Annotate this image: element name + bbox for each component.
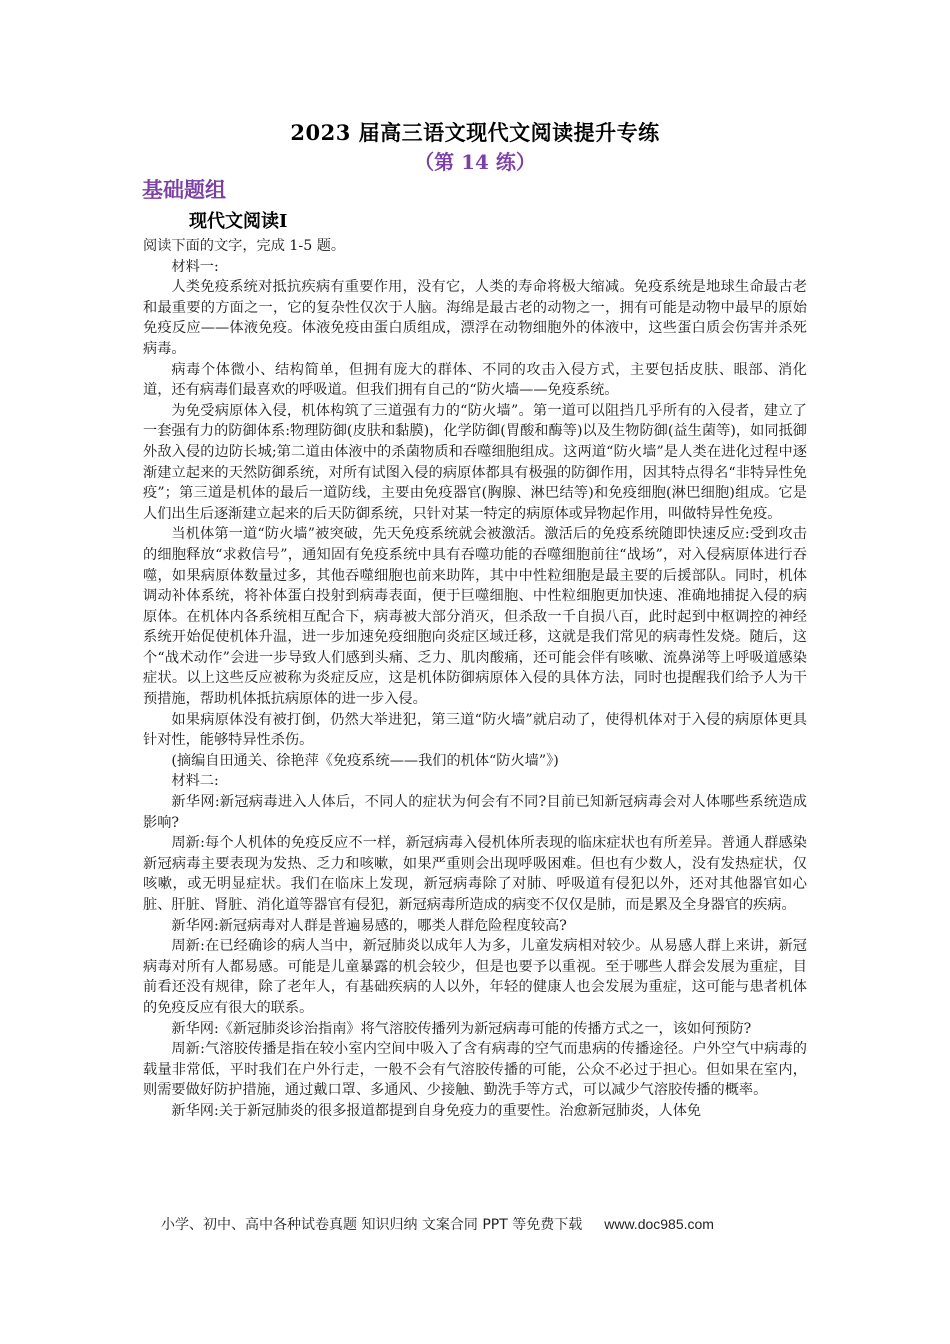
interview-question: 新华网:新冠病毒进入人体后，不同人的症状为何会有不同?目前已知新冠病毒会对人体哪些系统造成影响? <box>143 794 807 831</box>
paragraph: 当机体第一道“防火墙”被突破，先天免疫系统就会被激活。激活后的免疫系统随即快速反应:受到攻击的细胞释放“求救信号”，通知固有免疫系统中具有吞噬功能的吞噬细胞前往“战场”，对入侵病原体进行吞噬，如果病原体数量过多，其他吞噬细胞也前来助阵，其中中性粒细胞是最主要的后援部队。同时，机体调动补体系统，将补体蛋白投射到病毒表面，便于巨噬细胞、中性粒细胞更加快速、准确地捕捉入侵的病原体。在机体内各系统相互配合下，病毒被大部分消灭，但杀敌一千自损八百，此时起到中枢调控的神经系统开始促使机体升温，进一步加速免疫细胞向炎症区域迁移，这就是我们常见的病毒性发烧。随后，这个“战术动作”会进一步导致人们感到头痛、乏力、肌肉酸痛，还可能会伴有咳嗽、流鼻涕等上呼吸道感染症状。以上这些反应被称为炎症反应，这是机体防御病原体入侵的具体方法，同时也提醒我们给予人为干预措施，帮助机体抵抗病原体的进一步入侵。 <box>143 526 807 708</box>
subsection-heading: 现代文阅读Ⅰ <box>189 211 288 232</box>
page-footer <box>161 1214 714 1234</box>
interview-answer: 周新:每个人机体的免疫反应不一样，新冠病毒入侵机体所表现的临床症状也有所差异。普通人群感染新冠病毒主要表现为发热、乏力和咳嗽，如果严重则会出现呼吸困难。但也有少数人，没有发热症状，仅咳嗽，或无明显症状。我们在临床上发现，新冠病毒除了对肺、呼吸道有侵犯以外，还对其他器官如心脏、肝脏、肾脏、消化道等器官有侵犯，新冠病毒所造成的病变不仅仅是肺，而是累及全身器官的疾病。 <box>143 835 807 913</box>
paragraph: 病毒个体微小、结构简单，但拥有庞大的群体、不同的攻击入侵方式，主要包括皮肤、眼部、消化道，还有病毒们最喜欢的呼吸道。但我们拥有自己的“防火墙——免疫系统。 <box>143 361 807 399</box>
article-body <box>143 236 807 1122</box>
interview-question: 新华网:新冠病毒对人群是普遍易感的，哪类人群危险程度较高? <box>171 917 567 934</box>
instruction: 阅读下面的文字，完成 1-5 题。 <box>143 238 346 254</box>
interview-question: 新华网:关于新冠肺炎的很多报道都提到自身免疫力的重要性。治愈新冠肺炎，人体免 <box>171 1102 702 1119</box>
interview-answer: 周新:在已经确诊的病人当中，新冠肺炎以成年人为多，儿童发病相对较少。从易感人群上来讲，新冠病毒对所有人都易感。可能是儿童暴露的机会较少，但是也要予以重视。至于哪些人群会发展为重症，目前看还没有规律，除了老年人，有基础疾病的人以外，年轻的健康人也会发展为重症，这可能与患者机体的免疫反应有很大的联系。 <box>143 938 807 1016</box>
document-subtitle: （第 14 练） <box>414 150 536 174</box>
footer-url[interactable]: www.doc985.com <box>604 1216 714 1232</box>
source-citation: (摘编自田通关、徐艳萍《免疫系统——我们的机体“防火墙”》) <box>171 752 559 769</box>
footer-text: 小学、初中、高中各种试卷真题 知识归纳 文案合同 PPT 等免费下载 <box>161 1217 583 1233</box>
interview-answer: 周新:气溶胶传播是指在较小室内空间中吸入了含有病毒的空气而患病的传播途径。户外空气中病毒的载量非常低，平时我们在户外行走，一般不会有气溶胶传播的可能，公众不必过于担心。但如果在室内，则需要做好防护措施，通过戴口罩、多通风、少接触、勤洗手等方式，可以减少气溶胶传播的概率。 <box>143 1041 807 1099</box>
paragraph: 如果病原体没有被打倒，仍然大举进犯，第三道“防火墙”就启动了，使得机体对于入侵的病原体更具针对性，能够特异性杀伤。 <box>143 711 807 749</box>
section-heading: 基础题组 <box>142 177 226 202</box>
paragraph: 为免受病原体入侵，机体构筑了三道强有力的“防火墙”。第一道可以阻挡几乎所有的入侵者，建立了一套强有力的防御体系:物理防御(皮肤和黏膜)，化学防御(胃酸和酶等)以及生物防御(益生菌等)，如同抵御外敌入侵的边防长城;第二道由体液中的杀菌物质和吞噬细胞组成。这两道“防火墙”是人类在进化过程中逐渐建立起来的天然防御系统，对所有试图入侵的病原体都具有极强的防御作用，因其特点得名“非特异性免疫”；第三道是机体的最后一道防线，主要由免疫器官(胸腺、淋巴结等)和免疫细胞(淋巴细胞)组成。它是人们出生后逐渐建立起来的后天防御系统，只针对某一特定的病原体或异物起作用，叫做特异性免疫。 <box>143 402 807 522</box>
paragraph: 人类免疫系统对抵抗疾病有重要作用，没有它，人类的寿命将极大缩减。免疫系统是地球生命最古老和最重要的方面之一，它的复杂性仅次于人脑。海绵是最古老的动物之一，拥有可能是动物中最早的原始免疫反应——体液免疫。体液免疫由蛋白质组成，漂浮在动物细胞外的体液中，这些蛋白质会伤害并杀死病毒。 <box>143 279 807 357</box>
interview-question: 新华网:《新冠肺炎诊治指南》将气溶胶传播列为新冠病毒可能的传播方式之一，该如何预防? <box>171 1020 752 1037</box>
material-label: 材料二: <box>171 773 219 790</box>
material-label: 材料一: <box>171 258 219 275</box>
document-title: 2023 届高三语文现代文阅读提升专练 <box>290 120 660 145</box>
